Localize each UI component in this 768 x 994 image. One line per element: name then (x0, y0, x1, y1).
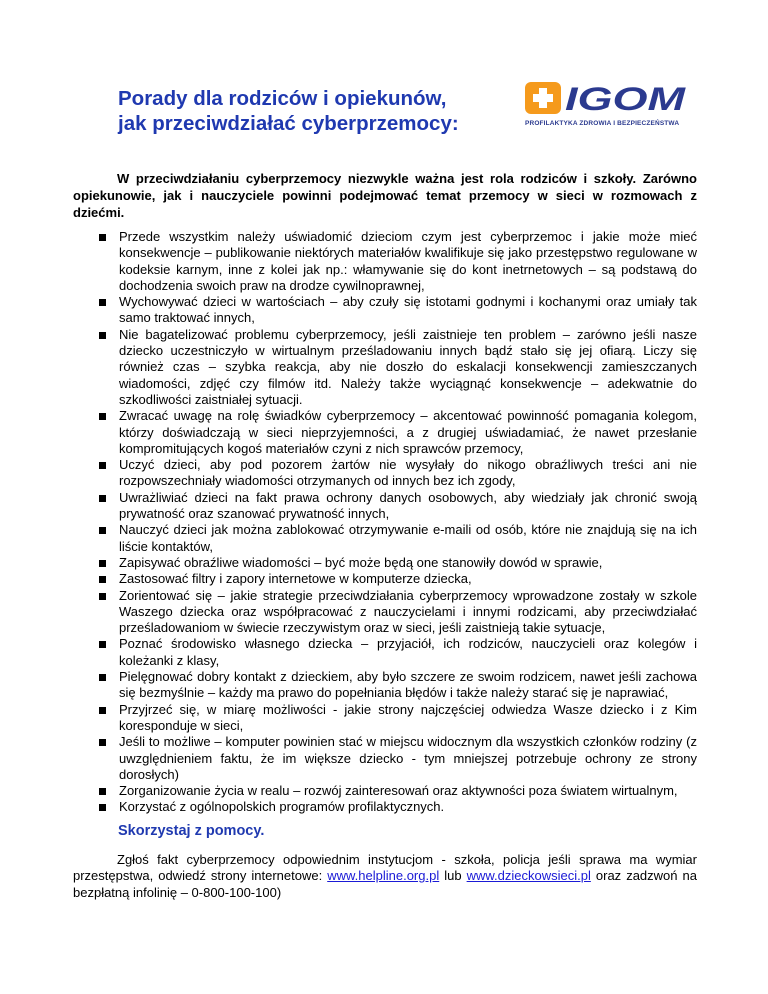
igom-logo (525, 80, 695, 140)
square-bullet-icon (99, 804, 106, 811)
page-title-line-1: Porady dla rodziców i opiekunów, (118, 87, 447, 110)
list-item-text: Nauczyć dzieci jak można zablokować otrzymywanie e-maili od osób, które nie znajdują się na ich liście kontaktów, (119, 522, 697, 554)
igom-logo-graphic (525, 80, 695, 120)
square-bullet-icon (99, 527, 106, 534)
help-heading: Skorzystaj z pomocy. (118, 823, 265, 839)
help-text-before: Zgłoś fakt cyberprzemocy odpowiednim instytucjom - szkoła, policja jeśli sprawa ma wymiar przestępstwa, odwiedź strony internetowe: (73, 852, 697, 884)
list-item-text: Zapisywać obraźliwe wiadomości – być może będą one stanowiły dowód w sprawie, (119, 554, 603, 570)
list-item (73, 636, 697, 669)
list-item (73, 408, 697, 457)
intro-paragraph: W przeciwdziałaniu cyberprzemocy niezwykle ważna jest rola rodziców i szkoły. Zarówno opiekunowie, jak i nauczyciele powinni podejmować temat przemocy w sieci w rozmowach z dziećmi. (73, 171, 697, 220)
list-item-text: Nie bagatelizować problemu cyberprzemocy, jeśli zaistnieje ten problem – zarówno jeśli nasze dziecko uczestniczyło w wirtualnym prześladowaniu innych bądź stało się jej ofiarą. Liczy się również czas – szybka reakcja, aby nie doszło do eskalacji konsekwencji zamieszczanych wiadomości, zdjęć czy filmów itd. Należy także wyciągnąć konsekwencje – adekwatnie do szkodliwości zaistniałej sytuacji. (119, 326, 697, 407)
list-item (73, 702, 697, 735)
list-item (73, 588, 697, 637)
square-bullet-icon (99, 674, 106, 681)
help-text-after: oraz zadzwoń na bezpłatną infolinię – 0-800-100-100) (73, 868, 697, 900)
help-text-middle: lub (439, 868, 467, 884)
list-item (73, 555, 697, 571)
square-bullet-icon (99, 593, 106, 600)
square-bullet-icon (99, 707, 106, 714)
list-item (73, 229, 697, 294)
list-item (73, 669, 697, 702)
list-item-text: Zorientować się – jakie strategie przeciwdziałania cyberprzemocy wprowadzone zostały w szkole Waszego dziecka oraz współpracować z nauczycielami i innymi rodzicami, aby przeciwdziałać prześladowaniom w świecie rzeczywistym oraz w sieci, jeśli zaistnieją takie sytuacje, (119, 587, 697, 636)
square-bullet-icon (99, 739, 106, 746)
logo-cross-horizontal (533, 94, 553, 102)
list-item-text: Zorganizowanie życia w realu – rozwój zainteresowań oraz aktywności poza światem wirtualnym, (119, 783, 678, 799)
helpline-link[interactable]: www.helpline.org.pl (327, 868, 440, 884)
list-item-text: Wychowywać dzieci w wartościach – aby czuły się istotami godnymi i kochanymi oraz umiały tak samo traktować innych, (119, 294, 697, 326)
square-bullet-icon (99, 641, 106, 648)
square-bullet-icon (99, 332, 106, 339)
square-bullet-icon (99, 462, 106, 469)
list-item-text: Pielęgnować dobry kontakt z dzieckiem, aby było szczere ze swoim rodzicem, nawet jeśli zachowa się bezmyślnie – każdy ma prawo do popełniania błędów i także należy starać się je naprawiać, (119, 669, 697, 701)
list-item-text: Uwrażliwiać dzieci na fakt prawa ochrony danych osobowych, aby wiedziały jak chronić swoją prywatność oraz szanować prywatność innych, (119, 489, 697, 522)
list-item (73, 522, 697, 555)
square-bullet-icon (99, 234, 106, 241)
list-item (73, 294, 697, 327)
list-item-text: Przede wszystkim należy uświadomić dzieciom czym jest cyberprzemoc i jakie może mieć konsekwencje – publikowanie niektórych materiałów kwalifikuje się jako przestępstwo regulowane w kodeksie karnym, inne z kolei jak np.: włamywanie się do kont inetrnetowych – są podstawą do dochodzenia swoich praw na drodze cywilnoprawnej, (119, 229, 697, 293)
list-item-text: Jeśli to możliwe – komputer powinien stać w miejscu widocznym dla wszystkich członków rodziny (z uwzględnieniem faktu, że im większe dziecko - tym mniejszej potrzebuje ochrony ze strony dorosłych) (119, 734, 697, 782)
list-item-text: Korzystać z ogólnopolskich programów profilaktycznych. (119, 799, 445, 815)
list-item-text: Poznać środowisko własnego dziecka – przyjaciół, ich rodziców, nauczycieli oraz kolegów i koleżanki z klasy, (119, 636, 697, 668)
list-item (73, 799, 697, 815)
square-bullet-icon (99, 560, 106, 567)
square-bullet-icon (99, 788, 106, 795)
dzieckowsieci-link[interactable]: www.dzieckowsieci.pl (466, 868, 591, 884)
square-bullet-icon (99, 299, 106, 306)
advice-list (73, 229, 697, 816)
help-paragraph (73, 852, 697, 901)
list-item-text: Zastosować filtry i zapory internetowe w komputerze dziecka, (119, 571, 472, 587)
list-item (73, 457, 697, 490)
logo-tagline: PROFILAKTYKA ZDROWIA I BEZPIECZEŃSTWA (525, 120, 680, 127)
list-item (73, 490, 697, 523)
list-item (73, 783, 697, 799)
square-bullet-icon (99, 576, 106, 583)
list-item-text: Zwracać uwagę na rolę świadków cyberprzemocy – akcentować powinność pomagania kolegom, którzy doświadczają w sieci nieprzyjemności, a z drugiej uświadamiać, że nawet przesłanie kompromitujących kogoś materiałów czyni z nich sprawców przemocy, (119, 408, 697, 456)
list-item (73, 734, 697, 783)
page-title-line-2: jak przeciwdziałać cyberprzemocy: (118, 112, 459, 135)
logo-brand-text: IGOM (565, 81, 687, 117)
list-item-text: Uczyć dzieci, aby pod pozorem żartów nie wysyłały do nikogo obraźliwych treści ani nie rozpowszechniały wiadomości otrzymanych od innych bez ich zgody, (119, 457, 697, 489)
square-bullet-icon (99, 495, 106, 502)
list-item-text: Przyjrzeć się, w miarę możliwości - jakie strony najczęściej odwiedza Wasze dziecko i z Kim koresponduje w sieci, (119, 701, 697, 733)
square-bullet-icon (99, 413, 106, 420)
list-item (73, 327, 697, 408)
page-title (118, 86, 498, 136)
list-item (73, 571, 697, 587)
